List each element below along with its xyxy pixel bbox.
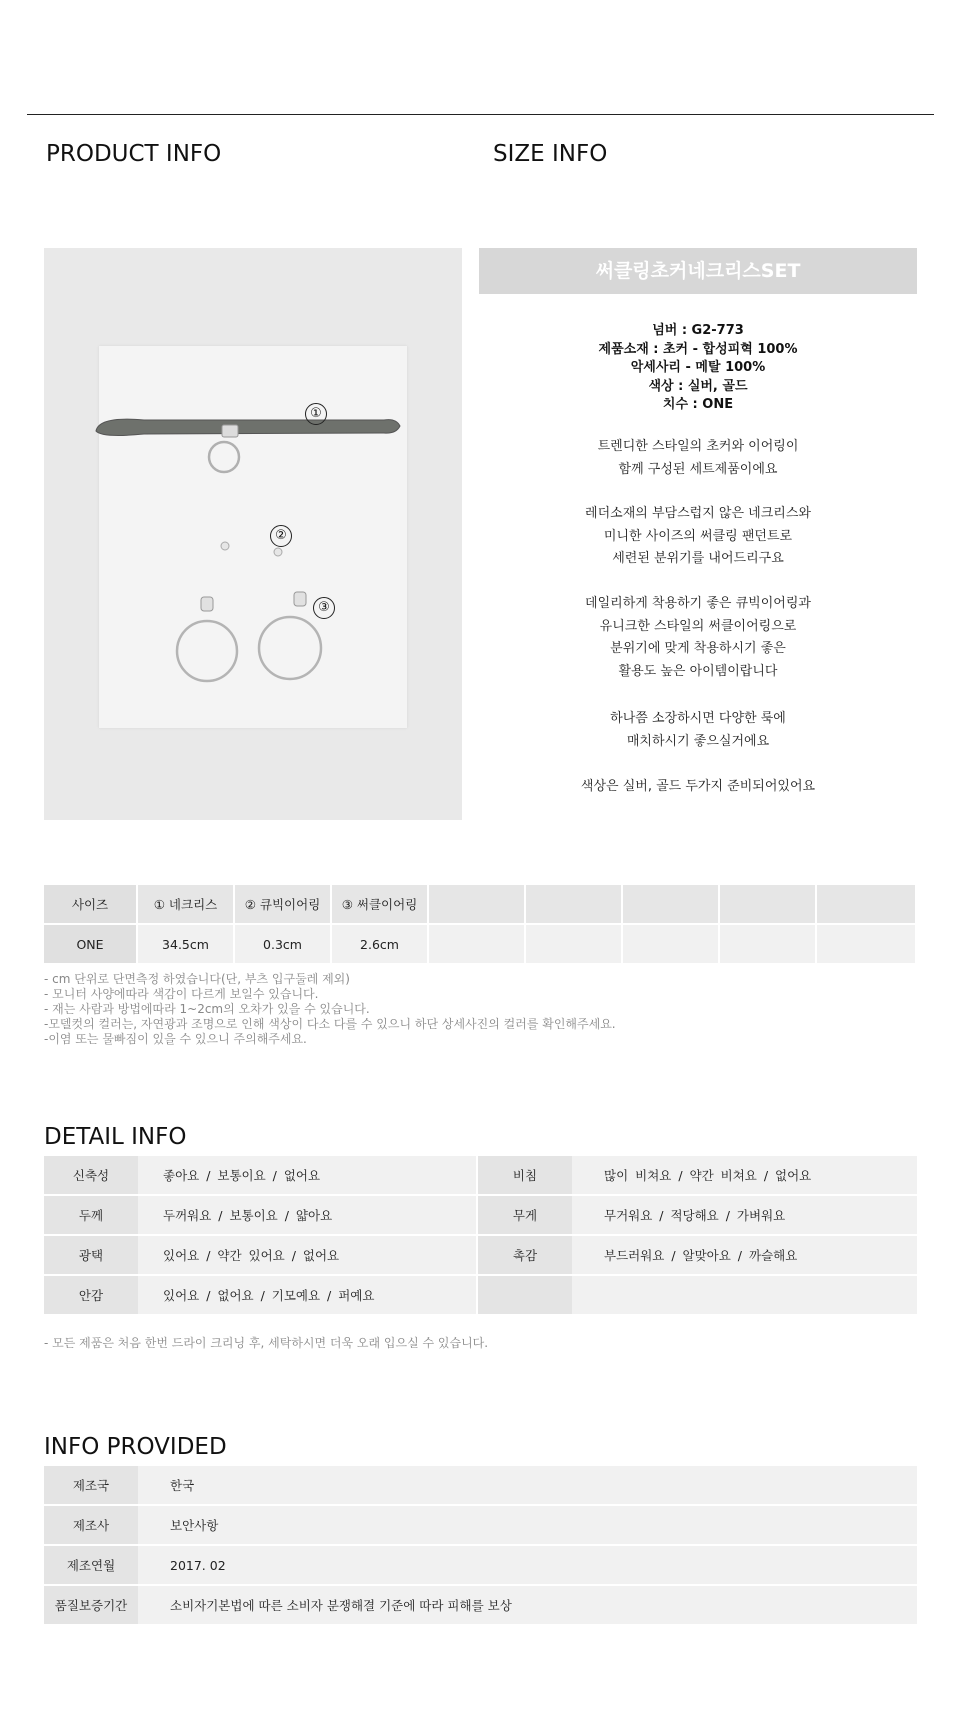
measurement-notes	[44, 972, 616, 1047]
size-header-cell-empty	[817, 885, 917, 925]
detail-value: 있어요 / 없어요 / 기모예요 / 퍼예요	[138, 1276, 476, 1316]
size-info-title: SIZE INFO	[493, 141, 608, 167]
detail-value	[572, 1276, 917, 1316]
detail-table	[44, 1156, 917, 1316]
desc-line: 함께 구성된 세트제품이에요	[618, 461, 778, 477]
product-info-title: PRODUCT INFO	[46, 141, 222, 167]
desc-paragraph-1	[479, 436, 917, 481]
size-cell-empty	[817, 925, 917, 965]
info-label: 제조사	[44, 1506, 138, 1546]
cubic-earring-right	[274, 548, 282, 556]
detail-label: 안감	[44, 1276, 138, 1316]
product-photo	[44, 248, 462, 820]
cubic-earring-left	[221, 542, 229, 550]
label-1: ①	[305, 403, 327, 425]
detail-label: 무게	[476, 1196, 572, 1236]
detail-label: 두께	[44, 1196, 138, 1236]
choker-band	[96, 419, 400, 435]
label-3: ③	[313, 597, 335, 619]
choker-ring	[209, 442, 239, 472]
info-label: 품질보증기간	[44, 1586, 138, 1626]
circle-earring-post-right	[294, 592, 306, 606]
size-cell: ONE	[44, 925, 138, 965]
desc-line: 하나쯤 소장하시면 다양한 룩에	[610, 711, 786, 726]
table-row	[44, 1276, 917, 1316]
detail-value: 부드러워요 / 알맞아요 / 까슬해요	[572, 1236, 917, 1276]
desc-paragraph-2	[479, 503, 917, 571]
size-header-cell-empty	[526, 885, 623, 925]
choker-clasp	[222, 425, 238, 437]
detail-value: 좋아요 / 보통이요 / 없어요	[138, 1156, 476, 1196]
detail-value: 많이 비쳐요 / 약간 비쳐요 / 없어요	[572, 1156, 917, 1196]
desc-line: 유니크한 스타일의 써클이어링으로	[599, 618, 797, 634]
circle-earring-left	[177, 621, 237, 681]
table-row	[44, 1466, 917, 1506]
spec-line: 넘버 : G2-773	[652, 323, 744, 338]
desc-line: 분위기에 맞게 착용하시기 좋은	[610, 641, 786, 656]
spec-block	[479, 322, 917, 415]
jewelry-illustration	[44, 248, 462, 820]
table-row	[44, 1196, 917, 1236]
detail-label	[476, 1276, 572, 1316]
desc-line: 데일리하게 착용하기 좋은 큐빅이어링과	[585, 596, 811, 611]
label-2: ②	[270, 525, 292, 547]
spec-line: 색상 : 실버, 골드	[648, 378, 748, 394]
desc-line: 색상은 실버, 골드 두가지 준비되어있어요	[580, 779, 816, 794]
detail-value: 무거워요 / 적당해요 / 가벼워요	[572, 1196, 917, 1236]
table-row	[44, 1586, 917, 1626]
desc-line: 활용도 높은 아이템이랍니다	[618, 663, 778, 679]
size-cell: 0.3cm	[235, 925, 332, 965]
spec-line: 치수 : ONE	[662, 397, 734, 412]
desc-paragraph-4	[479, 708, 917, 753]
note-line: -모델컷의 컬러는, 자연광과 조명으로 인해 색상이 다소 다를 수 있으니 하단 상세사진의 컬러를 확인해주세요.	[44, 1017, 616, 1031]
circle-earring-post-left	[201, 597, 213, 611]
spec-line: 악세사리 - 메탈 100%	[630, 360, 766, 375]
table-row	[44, 1506, 917, 1546]
info-label: 제조국	[44, 1466, 138, 1506]
info-label: 제조연월	[44, 1546, 138, 1586]
size-cell-empty	[526, 925, 623, 965]
size-cell-empty	[720, 925, 817, 965]
detail-value: 있어요 / 약간 있어요 / 없어요	[138, 1236, 476, 1276]
table-row	[44, 1156, 917, 1196]
detail-label: 비침	[476, 1156, 572, 1196]
table-row	[44, 1236, 917, 1276]
set-name-bar: 써클링초커네크리스SET	[479, 248, 917, 294]
size-cell-empty	[429, 925, 526, 965]
desc-line: 매치하시기 좋으실거에요	[626, 733, 770, 749]
info-value: 보안사항	[138, 1506, 917, 1546]
desc-paragraph-5	[479, 776, 917, 799]
size-header-cell: ② 큐빅이어링	[235, 885, 332, 925]
size-table	[44, 885, 917, 965]
size-header-cell-empty	[429, 885, 526, 925]
desc-line: 트렌디한 스타일의 초커와 이어링이	[597, 439, 799, 454]
table-row	[44, 925, 917, 965]
note-line: -이염 또는 물빠짐이 있을 수 있으니 주의해주세요.	[44, 1032, 307, 1046]
size-header-cell: ① 네크리스	[138, 885, 235, 925]
detail-info-title: DETAIL INFO	[44, 1124, 187, 1150]
size-header-cell: ③ 써클이어링	[332, 885, 429, 925]
top-divider	[27, 114, 934, 115]
desc-line: 세련된 분위기를 내어드리구요	[612, 551, 784, 566]
desc-paragraph-3	[479, 593, 917, 683]
detail-value: 두꺼워요 / 보통이요 / 얇아요	[138, 1196, 476, 1236]
size-header-cell-empty	[623, 885, 720, 925]
size-header-cell: 사이즈	[44, 885, 138, 925]
detail-label: 신축성	[44, 1156, 138, 1196]
desc-line: 레더소재의 부담스럽지 않은 네크리스와	[585, 506, 811, 521]
desc-line: 미니한 사이즈의 써클링 팬던트로	[603, 528, 793, 544]
detail-label: 광택	[44, 1236, 138, 1276]
size-cell: 34.5cm	[138, 925, 235, 965]
spec-line: 제품소재 : 초커 - 합성피혁 100%	[598, 341, 798, 357]
size-table-header	[44, 885, 917, 925]
note-line: - 재는 사람과 방법에따라 1~2cm의 오차가 있을 수 있습니다.	[44, 1002, 370, 1016]
info-provided-title: INFO PROVIDED	[44, 1434, 227, 1460]
note-line: - cm 단위로 단면측정 하였습니다(단, 부츠 입구둘레 제외)	[44, 972, 350, 986]
info-value: 2017. 02	[138, 1546, 917, 1586]
care-note: - 모든 제품은 처음 한번 드라이 크리닝 후, 세탁하시면 더욱 오래 입으실 수 있습니다.	[44, 1336, 489, 1350]
info-provided-table	[44, 1466, 917, 1626]
table-row	[44, 1546, 917, 1586]
size-cell-empty	[623, 925, 720, 965]
info-value: 한국	[138, 1466, 917, 1506]
size-header-cell-empty	[720, 885, 817, 925]
size-cell: 2.6cm	[332, 925, 429, 965]
note-line: - 모니터 사양에따라 색감이 다르게 보일수 있습니다.	[44, 987, 319, 1001]
info-value: 소비자기본법에 따른 소비자 분쟁해결 기준에 따라 피해를 보상	[138, 1586, 917, 1626]
circle-earring-right	[259, 617, 321, 679]
detail-label: 촉감	[476, 1236, 572, 1276]
